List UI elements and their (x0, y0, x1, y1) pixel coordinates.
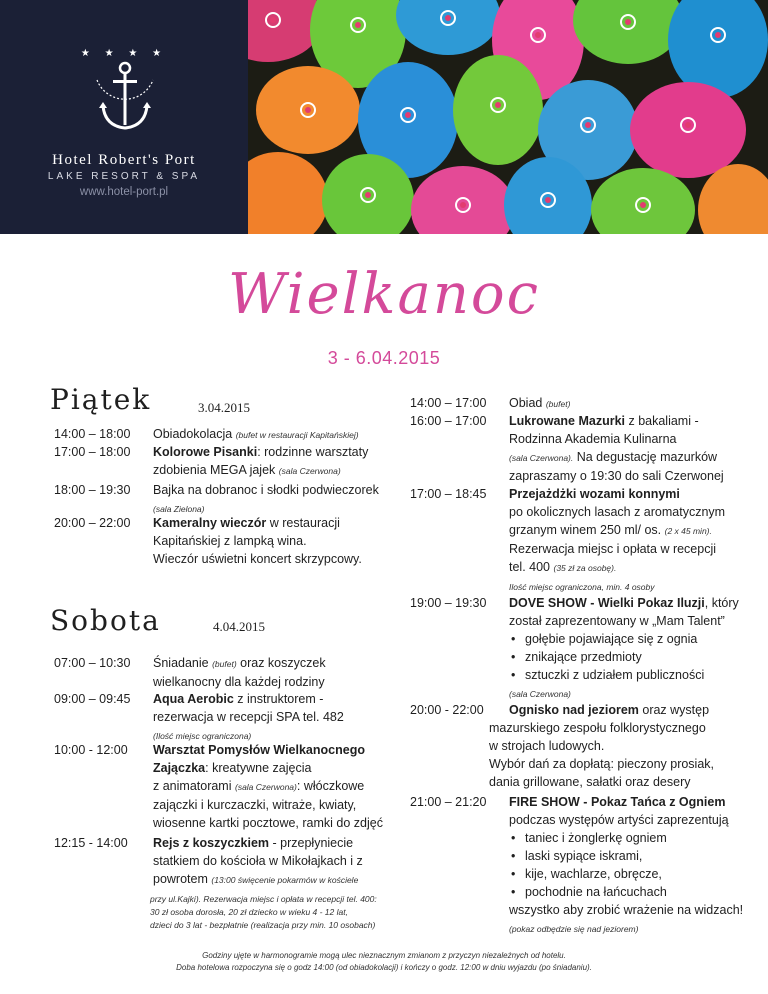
item-title: Rejs z koszyczkiem (153, 836, 270, 850)
item-text: Bajka na dobranoc i słodki podwieczorek (153, 483, 379, 497)
item-text: oraz występ (638, 703, 710, 717)
item-title: Zajączka (153, 761, 206, 775)
list-item: • laski sypiące iskrami, (509, 847, 759, 865)
saturday-heading: Sobota (50, 604, 161, 637)
schedule-item (153, 741, 403, 832)
item-text: Wieczór uświetni koncert skrzypcowy. (153, 552, 362, 566)
schedule-time: 17:00 – 18:00 (54, 445, 131, 459)
item-text: Na degustację mazurków (573, 450, 718, 464)
item-text: statkiem do kościoła w Mikołajkach i z (153, 854, 363, 868)
list-item: • gołębie pojawiające się z ognia (509, 630, 759, 648)
stars-rating: ★ ★ ★ ★ (80, 48, 168, 59)
item-text: : kreatywne zajęcia (205, 761, 312, 775)
schedule-item (153, 514, 393, 568)
item-title: FIRE SHOW - Pokaz Tańca z Ogniem (509, 795, 726, 809)
schedule-item (153, 481, 393, 518)
schedule-item (153, 654, 393, 691)
item-note: (sala Czerwona). (509, 453, 574, 463)
item-text: wszystko aby zrobić wrażenie na widzach! (509, 903, 744, 917)
item-text: Kapitańskiej z lampką wina. (153, 534, 307, 548)
item-text: z instruktorem - (233, 692, 324, 706)
item-text: po okolicznych lasach z aromatycznym (509, 505, 726, 519)
list-item: • pochodnie na łańcuchach (509, 883, 759, 901)
list-item: • znikające przedmioty (509, 648, 759, 666)
item-text: wielkanocny dla każdej rodziny (153, 675, 325, 689)
item-text: w strojach ludowych. (489, 739, 605, 753)
item-text: oraz koszyczek (236, 656, 326, 670)
item-note: Ilość miejsc ograniczona, min. 4 osoby (509, 582, 655, 592)
item-note: (sala Czerwona) (509, 689, 571, 699)
item-text: : włóczkowe (296, 779, 365, 793)
item-text: z bakaliami - (625, 414, 699, 428)
schedule-item (509, 594, 759, 703)
item-text: podczas występów artyści zaprezentują (509, 813, 729, 827)
footer-line: Godziny ujęte w harmonogramie mogą ulec nieznacznym zmianom z przyczyn niezależnych od hotelu. (202, 951, 566, 960)
hotel-name: Hotel Robert's Port (52, 152, 196, 168)
item-title: Kolorowe Pisanki (153, 445, 258, 459)
schedule-item (509, 485, 759, 596)
list-item: • sztuczki z udziałem publiczności (509, 666, 759, 684)
item-text: został zaprezentowany w „Mam Talent” (509, 614, 725, 628)
item-note: (13:00 święcenie pokarmów w kościele (211, 875, 359, 885)
item-note: (sala Czerwona) (278, 466, 341, 476)
schedule-item (153, 425, 383, 444)
item-text: rezerwacja w recepcji SPA tel. 482 (153, 710, 344, 724)
header (0, 0, 768, 234)
hotel-subtitle: LAKE RESORT & SPA (47, 171, 201, 182)
item-note: dzieci do 3 lat - bezpłatnie (realizacja przy min. 10 osobach) (150, 920, 376, 930)
item-text: Rodzinna Akademia Kulinarna (509, 432, 677, 446)
item-note: (pokaz odbędzie się nad jeziorem) (509, 924, 639, 934)
schedule-item (153, 443, 393, 480)
bullet-list (509, 829, 759, 901)
item-text: Obiadokolacja (153, 427, 233, 441)
item-note: (bufet) (545, 399, 571, 409)
schedule-time: 14:00 – 18:00 (54, 427, 131, 441)
hotel-brand-panel (0, 0, 248, 234)
saturday-date: 4.04.2015 (213, 619, 265, 634)
item-note: 30 zł osoba dorosła, 20 zł dziecko w wieku 4 - 12 lat, (150, 907, 348, 917)
hotel-website[interactable]: www.hotel-port.pl (79, 186, 169, 198)
item-text: , który (704, 596, 739, 610)
schedule-time: 21:00 – 21:20 (410, 795, 487, 809)
item-title: Aqua Aerobic (153, 692, 234, 706)
schedule-time: 17:00 – 18:45 (410, 487, 487, 501)
item-title: Kameralny wieczór (153, 516, 267, 530)
item-text: powrotem (153, 872, 208, 886)
item-text: mazurskiego zespołu folklorystycznego (489, 721, 706, 735)
item-text: zapraszamy o 19:30 do sali Czerwonej (509, 469, 724, 483)
anchor-icon (89, 50, 161, 136)
schedule-item (509, 793, 759, 938)
item-note: (Ilość miejsc ograniczona) (153, 731, 252, 741)
easter-eggs-photo (248, 0, 768, 234)
item-title: Przejażdżki wozami konnymi (509, 487, 680, 501)
item-text: w restauracji (266, 516, 340, 530)
schedule-time: 20:00 – 22:00 (54, 516, 131, 530)
friday-date: 3.04.2015 (198, 400, 250, 415)
schedule-item (509, 412, 759, 485)
event-date-range: 3 - 6.04.2015 (327, 348, 441, 368)
friday-heading: Piątek (50, 383, 152, 416)
item-note: (sala Zielona) (153, 504, 205, 514)
schedule-time: 20:00 - 22:00 (410, 703, 484, 717)
item-text: tel. 400 (509, 560, 551, 574)
schedule-time: 18:00 – 19:30 (54, 483, 131, 497)
schedule-time: 09:00 – 09:45 (54, 692, 131, 706)
schedule-item (509, 701, 759, 719)
item-text: Śniadanie (153, 656, 209, 670)
item-text: - przepłyniecie (269, 836, 354, 850)
list-item: • kije, wachlarze, obręcze, (509, 865, 759, 883)
schedule-note (150, 893, 410, 932)
schedule-time: 07:00 – 10:30 (54, 656, 131, 670)
item-text: zdobienia MEGA jajek (153, 463, 276, 477)
bullet-list (509, 630, 759, 684)
schedule-item (509, 394, 759, 413)
footer-line: Doba hotelowa rozpoczyna się o godz 14:00 (od obiadokolacji) i kończy o godz. 12:00 w dniu wyjazdu (po śniadaniu). (176, 963, 592, 972)
item-title: DOVE SHOW - Wielki Pokaz Iluzji (509, 596, 705, 610)
item-text: dania grillowane, sałatki oraz desery (489, 775, 691, 789)
schedule-time: 14:00 – 17:00 (410, 396, 487, 410)
item-text: wiosenne kartki pocztowe, ramki do zdjęć (153, 816, 383, 830)
schedule-item (153, 690, 393, 745)
item-note: (bufet w restauracji Kapitańskiej) (235, 430, 359, 440)
footer-note (0, 950, 768, 974)
item-title: Warsztat Pomysłów Wielkanocnego (153, 743, 365, 757)
schedule-item (153, 834, 413, 889)
item-text: z animatorami (153, 779, 232, 793)
item-note: (sala Czerwona) (234, 782, 297, 792)
item-note: (bufet) (212, 659, 237, 669)
page-title: Wielkanoc (228, 262, 540, 327)
item-text: Rezerwacja miejsc i opłata w recepcji (509, 542, 717, 556)
item-text: Wybór dań za dopłatą: pieczony prosiak, (489, 757, 715, 771)
item-text: Obiad (509, 396, 543, 410)
schedule-item-cont (489, 719, 759, 791)
item-title: Ognisko nad jeziorem (509, 703, 639, 717)
schedule-time: 16:00 – 17:00 (410, 414, 487, 428)
schedule-time: 12:15 - 14:00 (54, 836, 128, 850)
item-title: Lukrowane Mazurki (509, 414, 625, 428)
item-note: (2 x 45 min). (664, 526, 712, 536)
item-note: przy ul.Kajki). Rezerwacja miejsc i opłata w recepcji tel. 400: (150, 894, 377, 904)
item-text: : rodzinne warsztaty (257, 445, 369, 459)
item-text: zajączki i kurczaczki, witraże, kwiaty, (153, 798, 357, 812)
item-text: grzanym winem 250 ml/ os. (509, 523, 662, 537)
item-note: (35 zł za osobę). (553, 563, 617, 573)
schedule-time: 19:00 – 19:30 (410, 596, 487, 610)
list-item: • taniec i żonglerkę ogniem (509, 829, 759, 847)
schedule-time: 10:00 - 12:00 (54, 743, 128, 757)
